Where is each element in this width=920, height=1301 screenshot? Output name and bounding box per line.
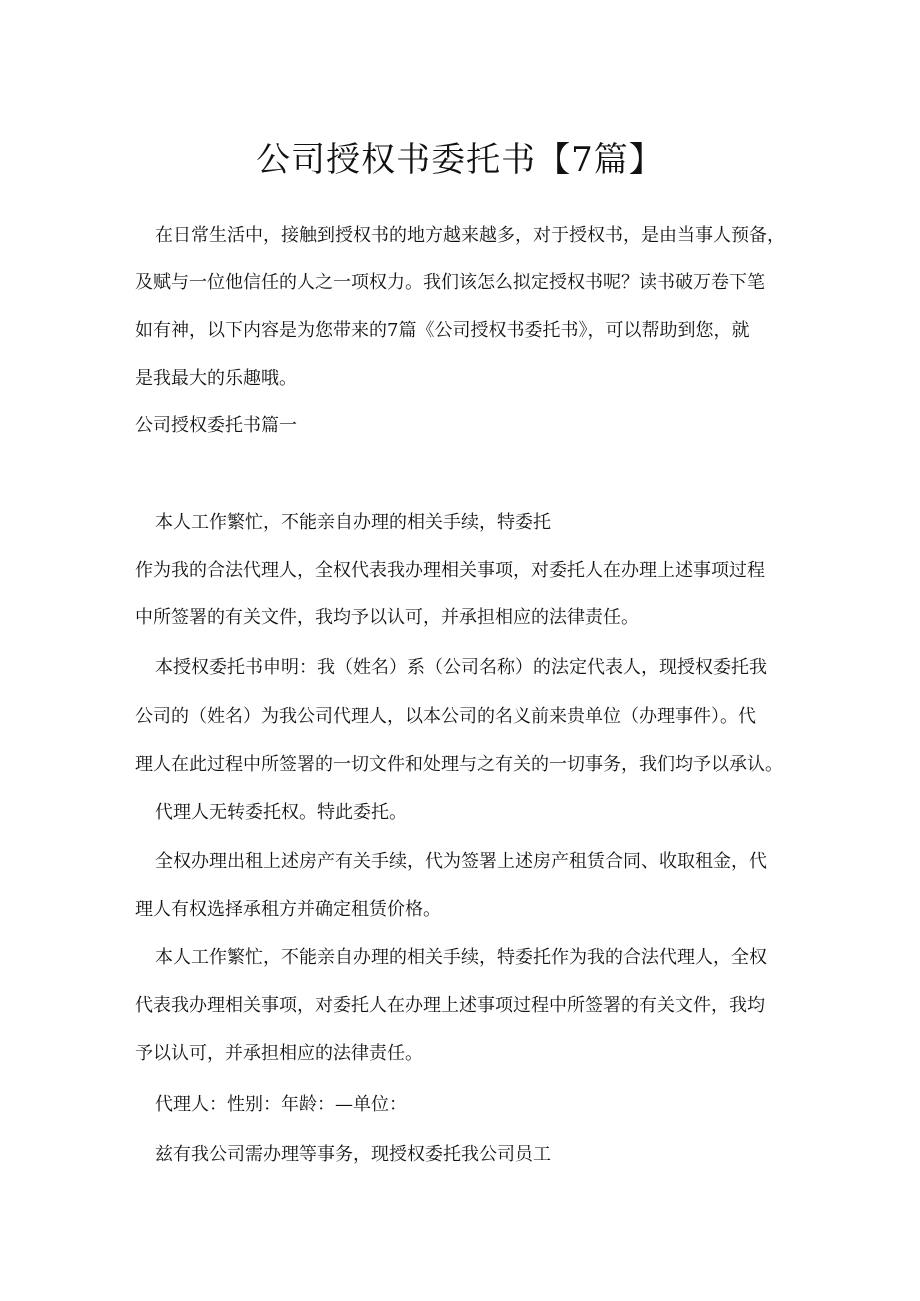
paragraph-line: 予以认可，并承担相应的法律责任。 <box>135 1043 423 1064</box>
paragraph-line: 本人工作繁忙，不能亲自办理的相关手续，特委托作为我的合法代理人，全权 <box>155 947 767 968</box>
paragraph-line: 本人工作繁忙，不能亲自办理的相关手续，特委托 <box>155 512 551 533</box>
paragraph-line: 理人有权选择承租方并确定租赁价格。 <box>135 899 441 920</box>
paragraph-line: 代理人：性别：年龄：—单位： <box>155 1094 407 1115</box>
section-heading: 公司授权委托书篇一 <box>135 415 297 436</box>
paragraph-line: 中所签署的有关文件，我均予以认可，并承担相应的法律责任。 <box>135 607 639 628</box>
paragraph-line: 公司的（姓名）为我公司代理人，以本公司的名义前来贵单位（办理事件）。代 <box>135 706 756 727</box>
paragraph-line: 作为我的合法代理人，全权代表我办理相关事项，对委托人在办理上述事项过程 <box>135 560 765 581</box>
document-title: 公司授权书委托书【7篇】 <box>256 140 664 180</box>
paragraph-line: 兹有我公司需办理等事务，现授权委托我公司员工 <box>155 1144 551 1165</box>
paragraph-line: 如有神，以下内容是为您带来的7篇《公司授权书委托书》，可以帮助到您，就 <box>135 320 750 341</box>
paragraph-line: 全权办理出租上述房产有关手续，代为签署上述房产租赁合同、收取租金，代 <box>155 851 767 872</box>
paragraph-line: 在日常生活中，接触到授权书的地方越来越多，对于授权书，是由当事人预备， <box>155 225 785 246</box>
paragraph-line: 代理人无转委托权。特此委托。 <box>155 802 407 823</box>
paragraph-line: 代表我办理相关事项，对委托人在办理上述事项过程中所签署的有关文件，我均 <box>135 995 765 1016</box>
paragraph-line: 是我最大的乐趣哦。 <box>135 368 297 389</box>
paragraph-line: 本授权委托书申明：我（姓名）系（公司名称）的法定代表人，现授权委托我 <box>155 657 767 678</box>
paragraph-line: 理人在此过程中所签署的一切文件和处理与之有关的一切事务，我们均予以承认。 <box>135 754 783 775</box>
paragraph-line: 及赋与一位他信任的人之一项权力。我们该怎么拟定授权书呢？读书破万卷下笔 <box>135 272 765 293</box>
